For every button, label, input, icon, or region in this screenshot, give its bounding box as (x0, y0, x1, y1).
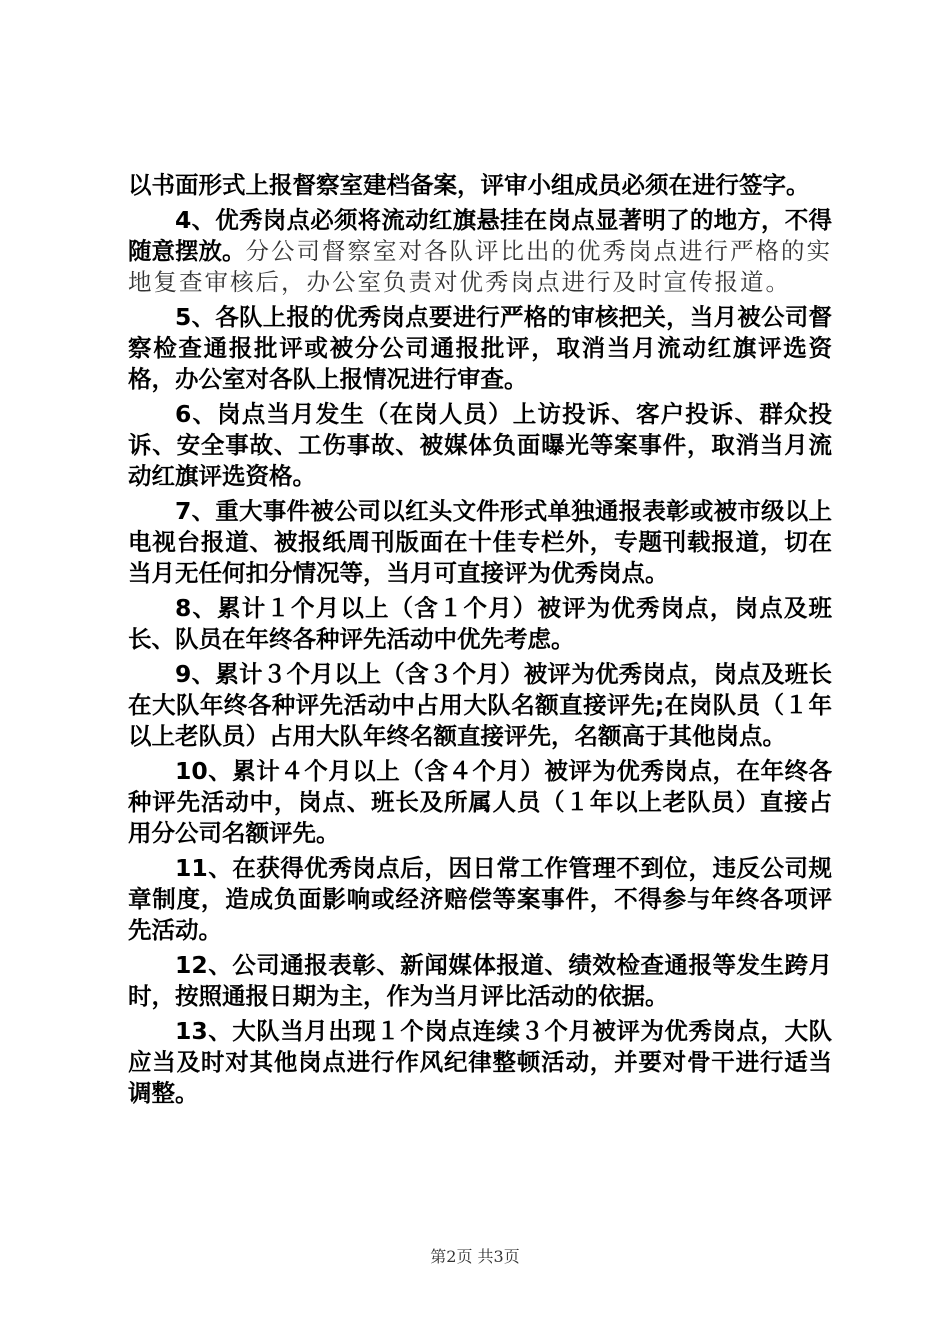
paragraph-item-10: 10、累计４个月以上（含４个月）被评为优秀岗点，在年终各种评先活动中，岗点、班长及所属人员（１年以上老队员）直接占用分公司名额评先。 (128, 757, 832, 847)
page-number: 第2页 共3页 (430, 1247, 520, 1266)
paragraph-item-6: 6、岗点当月发生（在岗人员）上访投诉、客户投诉、群众投诉、安全事故、工伤事故、被媒体负面曝光等案事件，取消当月流动红旗评选资格。 (128, 400, 832, 490)
paragraph-item-4: 4、优秀岗点必须将流动红旗悬挂在岗点显著明了的地方，不得随意摆放。分公司督察室对各队评比出的优秀岗点进行严格的实地复查审核后，办公室负责对优秀岗点进行及时宣传报道。 (128, 206, 832, 296)
document-body (128, 170, 832, 1113)
paragraph-item-5: 5、各队上报的优秀岗点要进行严格的审核把关，当月被公司督察检查通报批评或被分公司通报批评，取消当月流动红旗评选资格，办公室对各队上报情况进行审查。 (128, 303, 832, 393)
paragraph-item-7: 7、重大事件被公司以红头文件形式单独通报表彰或被市级以上电视台报道、被报纸周刊版面在十佳专栏外，专题刊载报道，切在当月无任何扣分情况等，当月可直接评为优秀岗点。 (128, 497, 832, 587)
paragraph-item-8: 8、累计１个月以上（含１个月）被评为优秀岗点，岗点及班长、队员在年终各种评先活动中优先考虑。 (128, 594, 832, 653)
paragraph-item-11: 11、在获得优秀岗点后，因日常工作管理不到位，违反公司规章制度，造成负面影响或经济赔偿等案事件，不得参与年终各项评先活动。 (128, 854, 832, 944)
paragraph-item-13: 13、大队当月出现１个岗点连续３个月被评为优秀岗点，大队应当及时对其他岗点进行作风纪律整顿活动，并要对骨干进行适当调整。 (128, 1017, 832, 1107)
paragraph-item-12: 12、公司通报表彰、新闻媒体报道、绩效检查通报等发生跨月时，按照通报日期为主，作为当月评比活动的依据。 (128, 951, 832, 1010)
paragraph-continuation: 以书面形式上报督察室建档备案，评审小组成员必须在进行签字。 (128, 171, 810, 199)
paragraph-item-9: 9、累计３个月以上（含３个月）被评为优秀岗点，岗点及班长在大队年终各种评先活动中占用大队名额直接评先;在岗队员（１年以上老队员）占用大队年终名额直接评先，名额高于其他岗点。 (128, 660, 832, 750)
